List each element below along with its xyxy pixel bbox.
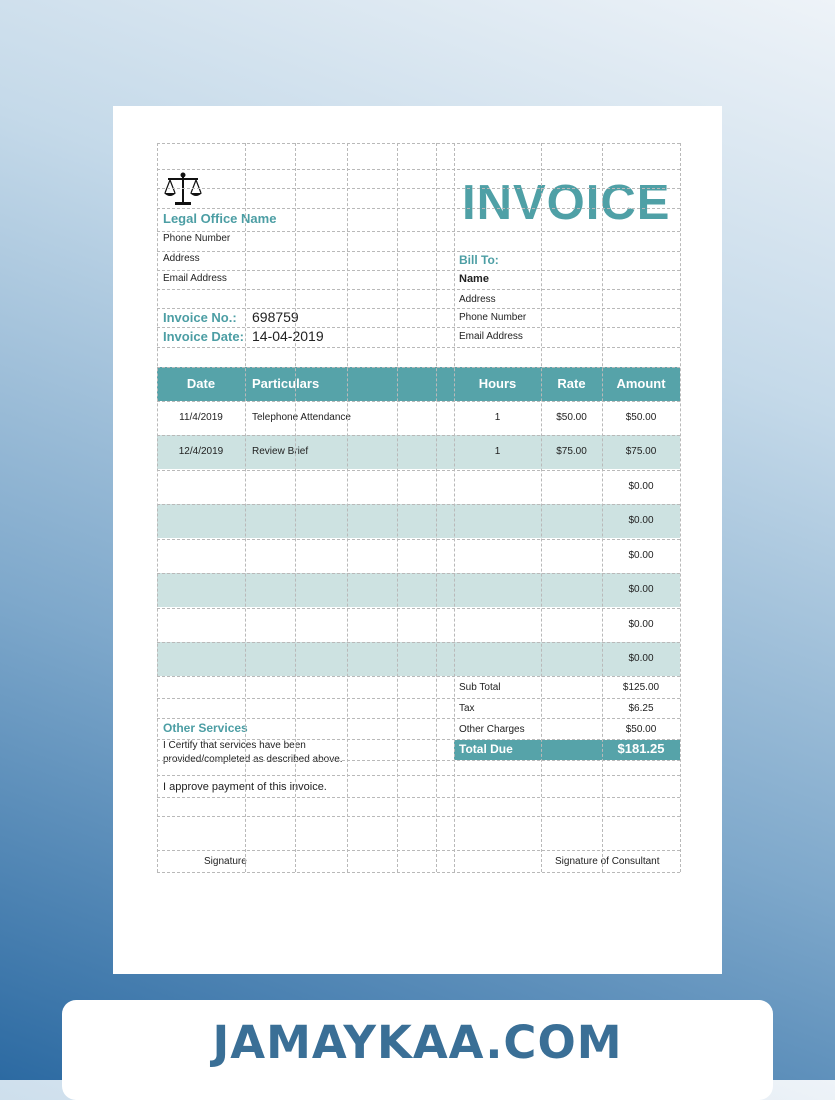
grid-line (157, 676, 680, 677)
grid-line (157, 367, 680, 368)
certify-line-1: I Certify that services have been (163, 740, 306, 751)
cell-amount: $75.00 (625, 446, 657, 457)
grid-line (157, 539, 680, 540)
grid-line (157, 169, 680, 170)
brand-name: JAMAYKAA.COM (212, 1016, 623, 1069)
grid-line (541, 143, 542, 872)
grid-line (157, 872, 680, 873)
grid-line (436, 143, 437, 872)
grid-line (157, 251, 680, 252)
grid-line (157, 797, 680, 798)
grid-line (347, 143, 348, 872)
invoice-title: INVOICE (462, 176, 671, 230)
cell-amount: $0.00 (628, 584, 654, 595)
grid-line (157, 608, 680, 609)
office-name: Legal Office Name (163, 211, 277, 226)
cell-amount: $0.00 (628, 653, 654, 664)
invoice-sheet (157, 143, 680, 872)
grid-line (157, 504, 680, 505)
subtotal-label: Sub Total (459, 682, 501, 693)
cell-date: 11/4/2019 (179, 412, 223, 423)
grid-line (157, 208, 680, 209)
cell-amount: $0.00 (628, 515, 654, 526)
cell-amount: $0.00 (628, 550, 654, 561)
cell-amount: $0.00 (628, 481, 654, 492)
grid-line (157, 739, 680, 740)
grid-line (157, 775, 680, 776)
header-amount: Amount (616, 376, 666, 391)
total-due-label: Total Due (459, 742, 513, 756)
office-address: Address (163, 253, 200, 264)
office-email: Email Address (163, 273, 227, 284)
grid-line (680, 143, 681, 872)
grid-line (157, 573, 680, 574)
grid-line (397, 143, 398, 872)
grid-line (157, 270, 680, 271)
invoice-no: 698759 (252, 309, 299, 325)
bill-email: Email Address (459, 331, 523, 342)
subtotal-value: $125.00 (622, 682, 660, 693)
office-phone: Phone Number (163, 233, 231, 244)
grid-line (157, 143, 158, 872)
bill-name: Name (459, 273, 489, 285)
cell-particulars: Review Brief (252, 446, 309, 457)
cell-rate: $50.00 (556, 412, 587, 423)
consultant-signature-label: Signature of Consultant (555, 856, 660, 867)
grid-line (157, 698, 680, 699)
tax-value: $6.25 (628, 703, 654, 714)
bill-address: Address (459, 294, 496, 305)
cell-particulars: Telephone Attendance (252, 412, 351, 423)
bill-phone: Phone Number (459, 312, 527, 323)
header-hours: Hours (478, 376, 517, 391)
grid-line (157, 289, 680, 290)
header-particulars: Particulars (252, 376, 320, 391)
grid-line (295, 143, 296, 872)
total-due-value: $181.25 (617, 741, 665, 756)
header-date: Date (186, 376, 216, 391)
grid-line (157, 642, 680, 643)
grid-line (157, 188, 680, 189)
other-charges-value: $50.00 (625, 724, 657, 735)
other-charges-label: Other Charges (459, 724, 525, 735)
grid-line (454, 143, 455, 872)
cell-amount: $0.00 (628, 619, 654, 630)
cell-hours: 1 (494, 412, 501, 423)
cell-date: 12/4/2019 (178, 446, 224, 457)
grid-line (245, 143, 246, 872)
invoice-no-label: Invoice No.: (163, 310, 237, 325)
grid-line (602, 143, 603, 872)
approve-line: I approve payment of this invoice. (163, 781, 327, 793)
signature-label: Signature (204, 856, 247, 867)
grid-line (157, 435, 680, 436)
cell-hours: 1 (494, 446, 501, 457)
cell-amount: $50.00 (625, 412, 657, 423)
scales-of-justice-icon (163, 171, 203, 212)
grid-line (157, 760, 680, 761)
grid-line (157, 850, 680, 851)
grid-line (157, 327, 680, 328)
other-services-heading: Other Services (163, 721, 248, 735)
grid-line (157, 718, 680, 719)
grid-line (157, 308, 680, 309)
invoice-date-label: Invoice Date: (163, 329, 244, 344)
grid-line (157, 401, 680, 402)
header-rate: Rate (557, 376, 586, 391)
grid-line (157, 347, 680, 348)
grid-line (157, 470, 680, 471)
bill-to-label: Bill To: (459, 253, 499, 267)
grid-line (157, 143, 680, 144)
grid-line (157, 231, 680, 232)
tax-label: Tax (459, 703, 475, 714)
invoice-page (113, 106, 722, 974)
grid-line (157, 816, 680, 817)
invoice-date: 14-04-2019 (252, 328, 324, 344)
cell-rate: $75.00 (556, 446, 587, 457)
certify-line-2: provided/completed as described above. (163, 754, 343, 765)
